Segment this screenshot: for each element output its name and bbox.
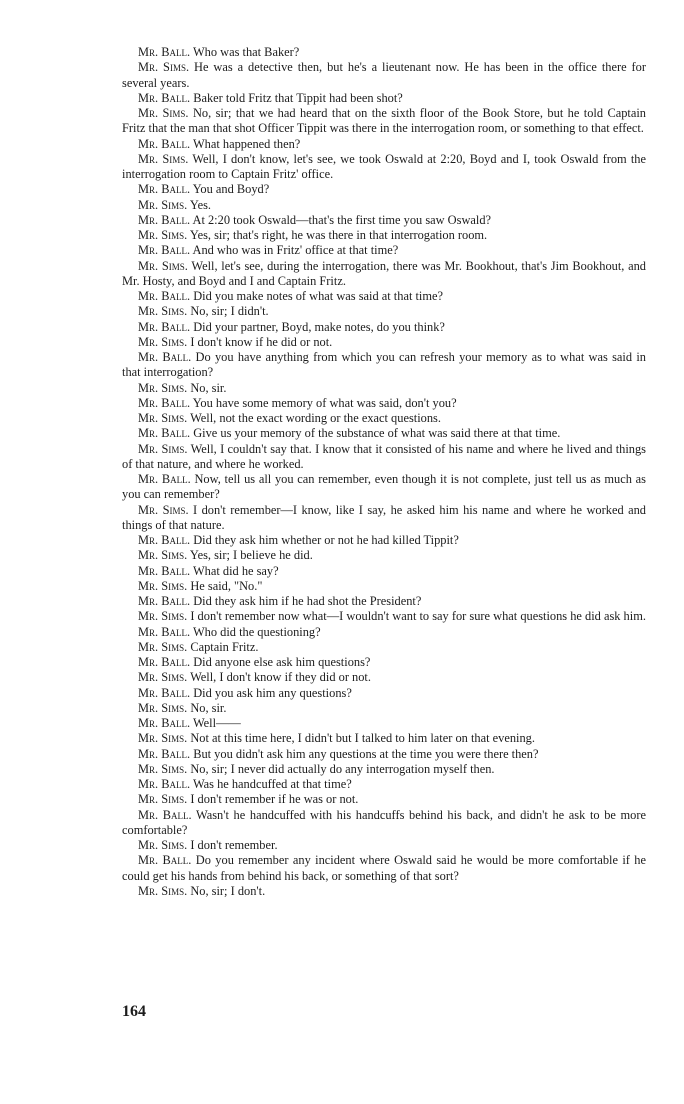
transcript-paragraph <box>122 853 646 884</box>
testimony-text: No, sir; I didn't. <box>190 304 269 319</box>
speaker-label: Mr. Ball. <box>138 472 191 486</box>
page-number: 164 <box>122 1003 146 1020</box>
testimony-text: But you didn't ask him any questions at the time you were there then? <box>193 746 539 761</box>
speaker-label: Mr. Ball. <box>138 853 192 868</box>
testimony-text: He was a detective then, but he's a lieutenant now. He has been in the office there for several years. <box>122 60 646 90</box>
transcript-paragraph <box>122 259 646 290</box>
speaker-label: Mr. Sims. <box>138 700 188 715</box>
transcript-paragraph <box>122 106 646 137</box>
transcript-paragraph <box>122 884 646 899</box>
testimony-text: Not at this time here, I didn't but I talked to him later on that evening. <box>190 731 535 746</box>
transcript-paragraph <box>122 320 646 335</box>
testimony-text: Did your partner, Boyd, make notes, do you think? <box>193 319 445 334</box>
speaker-label: Mr. Ball. <box>138 319 191 334</box>
testimony-text: Yes. <box>189 197 211 212</box>
testimony-text: Give us your memory of the substance of what was said there at that time. <box>193 426 561 441</box>
testimony-text: At 2:20 took Oswald—that's the first time you saw Oswald? <box>192 212 492 227</box>
speaker-label: Mr. Ball. <box>138 45 191 59</box>
transcript-paragraph <box>122 640 646 655</box>
transcript-paragraph <box>122 792 646 807</box>
speaker-label: Mr. Sims. <box>138 670 188 685</box>
testimony-text: He said, "No." <box>190 578 263 593</box>
testimony-text: Yes, sir; I believe he did. <box>189 548 313 563</box>
testimony-text: Well—— <box>192 716 241 730</box>
testimony-text: And who was in Fritz' office at that time? <box>192 243 399 258</box>
speaker-label: Mr. Ball. <box>138 563 191 578</box>
transcript-paragraph <box>122 777 646 792</box>
speaker-label: Mr. Sims. <box>138 380 188 395</box>
transcript-paragraph <box>122 411 646 426</box>
transcript-paragraph <box>122 396 646 411</box>
speaker-label: Mr. Sims. <box>138 334 188 349</box>
testimony-text: Well, I don't know, let's see, we took Oswald at 2:20, Boyd and I, took Oswald from the interrogation room to Captain Fritz' office. <box>122 151 647 181</box>
transcript-paragraph <box>122 762 646 777</box>
speaker-label: Mr. Ball. <box>138 350 192 364</box>
speaker-label: Mr. Sims. <box>138 548 188 563</box>
transcript-paragraph <box>122 564 646 579</box>
transcript-paragraph <box>122 45 646 60</box>
speaker-label: Mr. Sims. <box>138 197 188 212</box>
testimony-text: Well, I couldn't say that. I know that it consisted of his name and where he lived and things of that nature, and where he worked. <box>122 441 647 471</box>
speaker-label: Mr. Sims. <box>138 502 189 517</box>
testimony-text: Did they ask him if he had shot the President? <box>193 594 422 608</box>
speaker-label: Mr. Ball. <box>138 395 191 410</box>
testimony-text: What happened then? <box>192 136 301 151</box>
transcript-paragraph <box>122 228 646 243</box>
transcript-paragraph <box>122 609 646 624</box>
transcript-paragraph <box>122 335 646 350</box>
transcript-paragraph <box>122 60 646 91</box>
testimony-text: Did they ask him whether or not he had killed Tippit? <box>193 533 459 547</box>
transcript-paragraph <box>122 655 646 670</box>
testimony-text: No, sir; I never did actually do any interrogation myself then. <box>190 761 495 776</box>
transcript-body <box>122 45 646 899</box>
testimony-text: You have some memory of what was said, don't you? <box>192 395 457 410</box>
speaker-label: Mr. Ball. <box>138 655 191 669</box>
speaker-label: Mr. Sims. <box>138 258 188 273</box>
speaker-label: Mr. Ball. <box>138 746 191 761</box>
testimony-text: No, sir; I don't. <box>190 883 266 898</box>
speaker-label: Mr. Sims. <box>138 60 190 75</box>
testimony-text: Did anyone else ask him questions? <box>193 655 371 669</box>
speaker-label: Mr. Sims. <box>138 304 188 319</box>
speaker-label: Mr. Ball. <box>138 685 191 700</box>
transcript-paragraph <box>122 579 646 594</box>
testimony-text: Captain Fritz. <box>190 639 259 654</box>
testimony-text: You and Boyd? <box>192 182 270 197</box>
transcript-paragraph <box>122 731 646 746</box>
testimony-text: Who was that Baker? <box>192 45 300 59</box>
testimony-text: Wasn't he handcuffed with his handcuffs behind his back, and didn't he ask to be more comfortable? <box>122 807 646 837</box>
transcript-paragraph <box>122 152 646 183</box>
testimony-text: Was he handcuffed at that time? <box>192 777 352 791</box>
speaker-label: Mr. Sims. <box>138 731 188 746</box>
testimony-text: I don't remember—I know, like I say, he asked him his name and where he worked and things of that nature. <box>122 502 646 532</box>
speaker-label: Mr. Sims. <box>138 761 188 776</box>
testimony-text: No, sir. <box>190 700 227 715</box>
transcript-paragraph <box>122 594 646 609</box>
transcript-paragraph <box>122 350 646 381</box>
speaker-label: Mr. Ball. <box>138 136 191 151</box>
transcript-paragraph <box>122 716 646 731</box>
transcript-paragraph <box>122 137 646 152</box>
testimony-text: I don't remember. <box>190 838 278 852</box>
transcript-paragraph <box>122 747 646 762</box>
transcript-paragraph <box>122 548 646 563</box>
speaker-label: Mr. Ball. <box>138 289 191 303</box>
testimony-text: Well, I don't know if they did or not. <box>190 670 371 685</box>
transcript-paragraph <box>122 381 646 396</box>
speaker-label: Mr. Ball. <box>138 426 191 441</box>
speaker-label: Mr. Ball. <box>138 182 191 197</box>
transcript-paragraph <box>122 472 646 503</box>
testimony-text: Now, tell us all you can remember, even though it is not complete, just tell us as much as you can remember? <box>122 472 646 502</box>
transcript-paragraph <box>122 304 646 319</box>
transcript-paragraph <box>122 625 646 640</box>
testimony-text: Baker told Fritz that Tippit had been shot? <box>193 90 403 105</box>
speaker-label: Mr. Ball. <box>138 594 191 608</box>
speaker-label: Mr. Ball. <box>138 90 191 105</box>
speaker-label: Mr. Ball. <box>138 624 191 639</box>
speaker-label: Mr. Sims. <box>138 838 188 852</box>
testimony-text: Who did the questioning? <box>192 624 321 639</box>
speaker-label: Mr. Ball. <box>138 716 191 730</box>
transcript-paragraph <box>122 838 646 853</box>
speaker-label: Mr. Sims. <box>138 639 188 654</box>
speaker-label: Mr. Sims. <box>138 441 188 456</box>
testimony-text: No, sir; that we had heard that on the sixth floor of the Book Store, but he told Captain Fritz that the man that shot Officer Tippit was there in the interrogation room, or something to that effect. <box>122 106 646 136</box>
testimony-text: Did you make notes of what was said at that time? <box>193 289 444 303</box>
speaker-label: Mr. Ball. <box>138 777 191 791</box>
speaker-label: Mr. Sims. <box>138 792 188 807</box>
speaker-label: Mr. Sims. <box>138 578 188 593</box>
testimony-text: I don't know if he did or not. <box>190 334 333 349</box>
testimony-text: I don't remember if he was or not. <box>190 792 359 807</box>
transcript-paragraph <box>122 503 646 534</box>
transcript-paragraph <box>122 243 646 258</box>
transcript-paragraph <box>122 198 646 213</box>
transcript-paragraph <box>122 533 646 548</box>
speaker-label: Mr. Ball. <box>138 243 191 258</box>
transcript-paragraph <box>122 289 646 304</box>
transcript-paragraph <box>122 442 646 473</box>
testimony-text: Well, not the exact wording or the exact questions. <box>190 411 441 425</box>
transcript-paragraph <box>122 182 646 197</box>
speaker-label: Mr. Ball. <box>138 807 192 822</box>
testimony-text: No, sir. <box>190 380 227 395</box>
transcript-paragraph <box>122 670 646 685</box>
transcript-paragraph <box>122 808 646 839</box>
transcript-paragraph <box>122 213 646 228</box>
speaker-label: Mr. Sims. <box>138 228 188 242</box>
transcript-paragraph <box>122 686 646 701</box>
speaker-label: Mr. Ball. <box>138 212 191 227</box>
speaker-label: Mr. Sims. <box>138 609 188 624</box>
transcript-paragraph <box>122 701 646 716</box>
testimony-text: Do you remember any incident where Oswald said he would be more comfortable if he could get his hands from behind his back, or something of that sort? <box>122 853 646 883</box>
testimony-text: Do you have anything from which you can refresh your memory as to what was said in that interrogation? <box>122 350 646 380</box>
speaker-label: Mr. Sims. <box>138 411 188 425</box>
testimony-text: Did you ask him any questions? <box>193 685 352 700</box>
testimony-text: What did he say? <box>192 563 279 578</box>
speaker-label: Mr. Sims. <box>138 151 189 166</box>
testimony-text: Well, let's see, during the interrogation, there was Mr. Bookhout, that's Jim Bookhout, and Mr. Hosty, and Boyd and I and Captain Fritz. <box>122 258 646 288</box>
testimony-text: Yes, sir; that's right, he was there in that interrogation room. <box>189 228 488 242</box>
speaker-label: Mr. Ball. <box>138 533 191 547</box>
testimony-text: I don't remember now what—I wouldn't want to say for sure what questions he did ask him. <box>190 609 646 624</box>
transcript-paragraph <box>122 91 646 106</box>
speaker-label: Mr. Sims. <box>138 106 189 120</box>
transcript-paragraph <box>122 426 646 441</box>
speaker-label: Mr. Sims. <box>138 883 188 898</box>
